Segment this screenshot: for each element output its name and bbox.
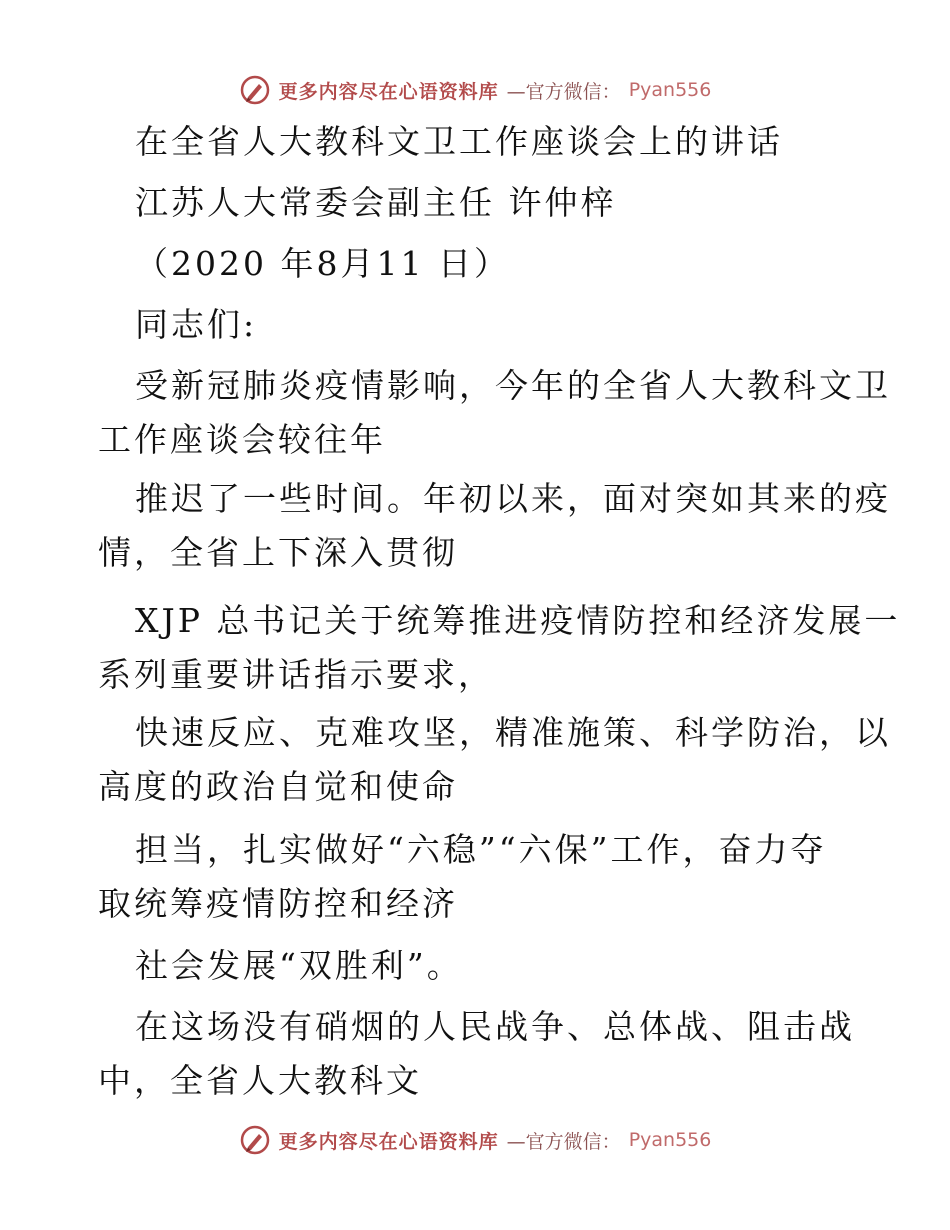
watermark-text: 更多内容尽在心语资料库 bbox=[278, 80, 499, 103]
watermark-text: 更多内容尽在心语资料库 bbox=[278, 1130, 499, 1153]
text-line: 受新冠肺炎疫情影响，今年的全省人大教科文卫 bbox=[135, 366, 891, 405]
document-date: （2020 年8月11 日） bbox=[135, 244, 510, 283]
text-line: 快速反应、克难攻坚，精准施策、科学防治，以 bbox=[135, 713, 891, 752]
text-line: 工作座谈会较往年 bbox=[98, 420, 386, 459]
pen-logo-icon bbox=[239, 74, 271, 106]
watermark-id: Pyan556 bbox=[628, 1129, 712, 1151]
text-line: 情，全省上下深入贯彻 bbox=[98, 533, 458, 572]
document-title: 在全省人大教科文卫工作座谈会上的讲话 bbox=[135, 122, 783, 161]
watermark-suffix: —官方微信： bbox=[506, 1130, 621, 1153]
watermark-id: Pyan556 bbox=[628, 79, 712, 101]
text-line: 高度的政治自觉和使命 bbox=[98, 767, 458, 806]
watermark-header bbox=[0, 70, 950, 110]
text-line: 系列重要讲话指示要求， bbox=[98, 655, 494, 694]
document-author: 江苏人大常委会副主任 许仲梓 bbox=[135, 183, 617, 222]
text-line: 中，全省人大教科文 bbox=[98, 1061, 422, 1100]
text-line: 在这场没有硝烟的人民战争、总体战、阻击战 bbox=[135, 1007, 855, 1046]
text-line: 担当，扎实做好“六稳”“六保”工作，奋力夺 bbox=[135, 830, 827, 869]
watermark-suffix: —官方微信： bbox=[506, 80, 621, 103]
text-line: 推迟了一些时间。年初以来，面对突如其来的疫 bbox=[135, 479, 891, 518]
text-line: 社会发展“双胜利”。 bbox=[135, 946, 463, 985]
document-salutation: 同志们: bbox=[135, 305, 258, 344]
watermark-footer bbox=[0, 1120, 950, 1160]
text-line: 取统筹疫情防控和经济 bbox=[98, 884, 458, 923]
text-line: XJP 总书记关于统筹推进疫情防控和经济发展一 bbox=[135, 601, 901, 640]
pen-logo-icon bbox=[239, 1124, 271, 1156]
